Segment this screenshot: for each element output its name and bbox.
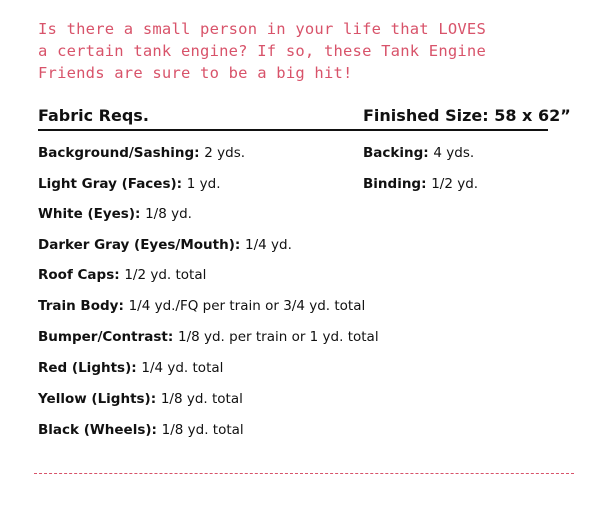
requirement-label: Yellow (Lights): xyxy=(38,391,161,407)
requirement-label: Light Gray (Faces): xyxy=(38,176,187,192)
requirement-label: Backing: xyxy=(363,145,434,161)
requirement-label: Roof Caps: xyxy=(38,267,125,283)
fabric-reqs-heading: Fabric Reqs. xyxy=(38,106,149,125)
dashed-divider xyxy=(34,473,574,474)
requirement-item xyxy=(38,267,206,283)
requirement-value: 1/8 yd. per train or 1 yd. total xyxy=(177,329,379,345)
requirement-value: 1/8 yd. xyxy=(145,206,192,222)
requirement-item xyxy=(38,422,244,438)
intro-paragraph xyxy=(38,18,578,84)
requirement-label: Black (Wheels): xyxy=(38,422,162,438)
requirement-value: 1/2 yd. total xyxy=(124,267,207,283)
requirement-value: 4 yds. xyxy=(433,145,475,161)
intro-line: Is there a small person in your life that LOVES xyxy=(38,20,486,38)
intro-line: a certain tank engine? If so, these Tank Engine xyxy=(38,42,486,60)
requirement-item xyxy=(38,360,223,376)
requirement-label: White (Eyes): xyxy=(38,206,146,222)
requirement-label: Background/Sashing: xyxy=(38,145,205,161)
requirement-value: 1 yd. xyxy=(186,176,221,192)
requirement-item xyxy=(38,206,192,222)
requirement-label: Train Body: xyxy=(38,298,129,314)
finished-size-heading: Finished Size: 58 x 62” xyxy=(363,106,571,125)
requirement-item xyxy=(38,329,379,345)
requirement-value: 1/8 yd. total xyxy=(161,422,244,438)
requirement-label: Bumper/Contrast: xyxy=(38,329,178,345)
requirement-item xyxy=(38,298,365,314)
requirement-item xyxy=(363,145,474,161)
requirement-value: 1/4 yd. xyxy=(245,237,292,253)
requirement-value: 1/2 yd. xyxy=(431,176,479,192)
requirements-header xyxy=(38,105,571,131)
intro-line: Friends are sure to be a big hit! xyxy=(38,64,353,82)
requirement-value: 1/4 yd. total xyxy=(141,360,224,376)
requirement-label: Red (Lights): xyxy=(38,360,142,376)
requirement-item xyxy=(38,237,292,253)
requirement-item xyxy=(38,145,245,161)
requirement-item xyxy=(363,176,478,192)
requirement-value: 2 yds. xyxy=(204,145,246,161)
requirement-label: Binding: xyxy=(363,176,432,192)
requirement-item xyxy=(38,391,243,407)
requirement-value: 1/4 yd./FQ per train or 3/4 yd. total xyxy=(128,298,366,314)
requirement-value: 1/8 yd. total xyxy=(160,391,243,407)
requirement-item xyxy=(38,176,221,192)
requirement-label: Darker Gray (Eyes/Mouth): xyxy=(38,237,246,253)
